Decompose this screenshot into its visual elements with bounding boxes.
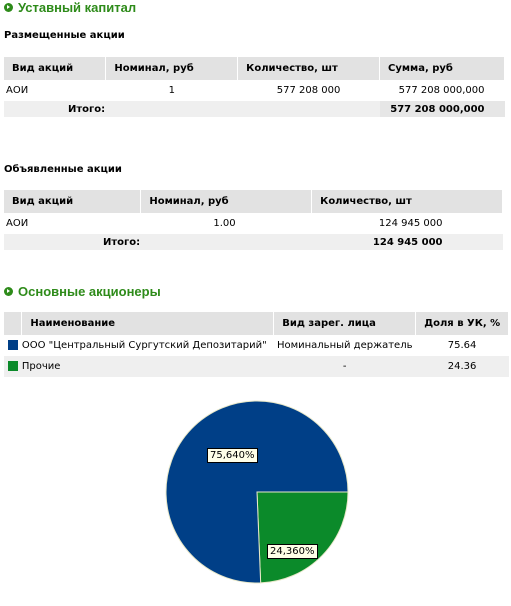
cell-count: 577 208 000 bbox=[276, 85, 341, 96]
placed-subtitle: Размещенные акции bbox=[4, 30, 125, 41]
col-header-type: Вид акций bbox=[4, 57, 106, 80]
col-header-kind: Вид зарег. лица bbox=[274, 312, 416, 335]
total-value: 577 208 000,000 bbox=[380, 101, 505, 117]
capital-title bbox=[4, 0, 136, 15]
cell-nominal: 1 bbox=[168, 85, 175, 96]
table-row bbox=[4, 80, 505, 101]
col-header-type: Вид акций bbox=[4, 190, 141, 213]
col-header-sum: Сумма, руб bbox=[380, 57, 505, 80]
col-header-share: Доля в УК, % bbox=[416, 312, 509, 335]
total-row bbox=[4, 101, 505, 117]
cell-kind: Номинальный держатель bbox=[276, 340, 413, 351]
declared-subtitle: Объявленные акции bbox=[4, 164, 122, 175]
shareholders-pie-chart bbox=[0, 396, 511, 606]
cell-name: ООО "Центральный Сургутский Депозитарий" bbox=[21, 340, 267, 351]
cell-name: Прочие bbox=[22, 356, 274, 377]
cell-share: 75.64 bbox=[447, 340, 477, 351]
shareholders-title bbox=[4, 284, 161, 299]
cell-nominal: 1.00 bbox=[213, 218, 236, 229]
capital-title-text: Уставный капитал bbox=[18, 0, 137, 15]
pie-slice bbox=[257, 492, 348, 583]
legend-swatch bbox=[8, 340, 18, 350]
cell-sum: 577 208 000,000 bbox=[398, 85, 485, 96]
table-row bbox=[4, 356, 509, 377]
section-bullet-icon bbox=[4, 287, 13, 296]
section-bullet-icon bbox=[4, 3, 13, 12]
col-header-nominal: Номинал, руб bbox=[106, 57, 238, 80]
declared-shares-table bbox=[4, 190, 503, 250]
cell-count: 124 945 000 bbox=[378, 218, 443, 229]
table-row bbox=[4, 213, 503, 234]
col-header-name: Наименование bbox=[22, 312, 274, 335]
total-row bbox=[4, 234, 503, 250]
total-label: Итого: bbox=[4, 101, 238, 117]
col-header-count: Количество, шт bbox=[312, 190, 503, 213]
cell-type: АОИ bbox=[6, 218, 29, 229]
pie-data-label: 24,360% bbox=[267, 544, 318, 559]
pie-data-label: 75,640% bbox=[207, 448, 258, 463]
placed-shares-table bbox=[4, 57, 505, 117]
table-row bbox=[4, 335, 509, 356]
total-label: Итого: bbox=[4, 234, 312, 250]
col-header-nominal: Номинал, руб bbox=[141, 190, 312, 213]
cell-share: 24.36 bbox=[416, 356, 509, 377]
legend-swatch bbox=[8, 361, 18, 371]
cell-kind: - bbox=[274, 356, 416, 377]
shareholders-table bbox=[4, 312, 509, 377]
cell-type: АОИ bbox=[6, 85, 29, 96]
total-value: 124 945 000 bbox=[312, 234, 503, 250]
col-header-count: Количество, шт bbox=[238, 57, 380, 80]
shareholders-title-text: Основные акционеры bbox=[18, 284, 161, 299]
